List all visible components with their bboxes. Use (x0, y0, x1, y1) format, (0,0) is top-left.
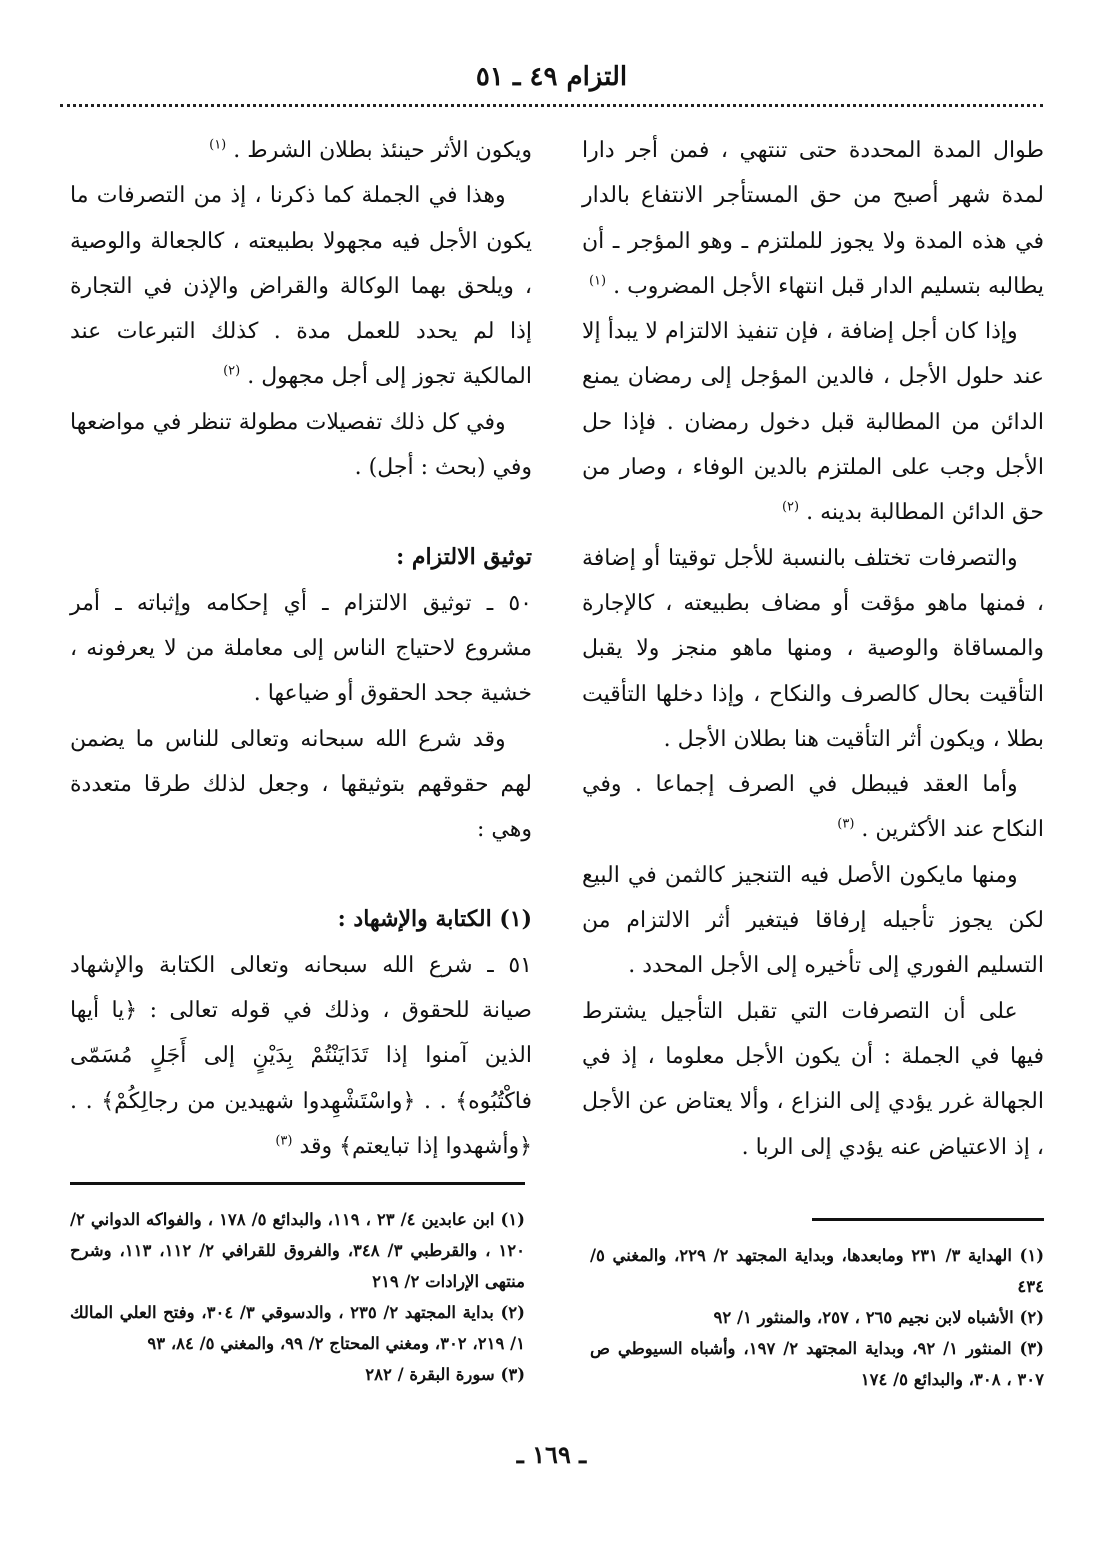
subsection-heading: (١) الكتابة والإشهاد : (337, 906, 532, 933)
paragraph: ومنها مايكون الأصل فيه التنجيز كالثمن في البيع لكن يجوز تأجيله إرفاقا فيتغير أثر الالتزام من التسليم الفوري إلى تأخيره إلى الأجل المحدد . (582, 862, 1044, 979)
paragraph: على أن التصرفات التي تقبل التأجيل يشترط فيها في الجملة : أن يكون الأجل معلوما ، إذ في الجهالة غرر يؤدي إلى النزاع ، وألا يعتاض عن الأجل ، إذ الاعتياض عنه يؤدي إلى الربا . (582, 998, 1044, 1160)
paragraph: والتصرفات تختلف بالنسبة للأجل توقيتا أو إضافة ، فمنها ماهو مؤقت أو مضاف بطبيعته ، كالإجارة والمساقاة والوصية ، ومنها ماهو منجز ولا يقبل التأقيت بحال كالصرف والنكاح ، وإذا دخلها التأقيت بطلا ، ويكون أثر التأقيت هنا بطلان الأجل . (582, 545, 1044, 752)
paragraph: ويكون الأثر حينئذ بطلان الشرط . $^{(١)}$ (209, 137, 532, 163)
footnote-rule-right (812, 1218, 1044, 1221)
paragraph: وإذا كان أجل إضافة ، فإن تنفيذ الالتزام لا يبدأ إلا عند حلول الأجل ، فالدين المؤجل إلى رمضان يمنع الدائن من المطالبة قبل دخول رمضان . فإذا حل الأجل وجب على الملتزم بالدين الوفاء ، وصار من حق الدائن المطالبة بدينه . $^{(٢)}$ (582, 319, 1044, 526)
paragraph: ٥٠ ـ توثيق الالتزام ـ أي إحكامه وإثباته ـ أمر مشروع لاحتياج الناس إلى معاملة من لا يعرفونه ، خشية جحد الحقوق أو ضياعها . (70, 590, 532, 707)
footnote-mark: (١) (209, 137, 227, 153)
paragraph: ٥١ ـ شرع الله سبحانه وتعالى الكتابة والإشهاد صيانة للحقوق ، وذلك في قوله تعالى : ﴿يا أيها الذين آمنوا إذا تَدَايَنْتُمْ بِدَيْنٍ إلى أَجَلٍ مُسَمّى فاكْتُبُوه﴾ . . ﴿واسْتَشْهِدوا شهيدين من رجالِكُمْ﴾ . . ﴿وأشهدوا إذا تبايعتم﴾ وقد $^{(٣)}$ (70, 952, 532, 1159)
footnote: (٢) الأشباه لابن نجيم ٢٦٥ ، ٢٥٧، والمنثور ١/ ٩٢ (713, 1308, 1044, 1327)
footnote: (٣) سورة البقرة / ٢٨٢ (365, 1365, 525, 1384)
paragraph: وقد شرع الله سبحانه وتعالى للناس ما يضمن لهم حقوقهم بتوثيقها ، وجعل لذلك طرقا متعددة وهي : (70, 726, 532, 843)
footnote: (١) الهداية ٣/ ٢٣١ ومابعدها، وبداية المجتهد ٢/ ٢٢٩، والمغني ٥/ ٤٣٤ (590, 1246, 1045, 1296)
right-column (582, 128, 1044, 1170)
running-header (60, 62, 1043, 92)
paragraph: وفي كل ذلك تفصيلات مطولة تنظر في مواضعها وفي (بحث : أجل) . (70, 409, 532, 481)
right-footnotes (590, 1240, 1044, 1395)
header-dotted-rule (60, 104, 1043, 107)
footnote: (١) ابن عابدين ٤/ ٢٣ ، ١١٩، والبدائع ٥/ ١٧٨ ، والفواكه الدواني ٢/ ١٢٠ ، والقرطبي ٣/ ٣٤٨، والفروق للقرافي ٢/ ١١٢، ١١٣، وشرح منتهى الإرادات ٢/ ٢١٩ (70, 1210, 525, 1291)
footnote: (٣) المنثور ١/ ٩٢، وبداية المجتهد ٢/ ١٩٧، وأشباه السيوطي ص ٣٠٧ ، ٣٠٨، والبدائع ٥/ ١٧٤ (590, 1339, 1044, 1389)
footnote: (٢) بداية المجتهد ٢/ ٢٣٥ ، والدسوقي ٣/ ٣٠٤، وفتح العلي المالك ١/ ٢١٩، ٣٠٢، ومغني المحتاج ٢/ ٩٩، والمغني ٥/ ٨٤، ٩٣ (70, 1303, 525, 1353)
footnote-mark: (٢) (223, 364, 241, 380)
paragraph: طوال المدة المحددة حتى تنتهي ، فمن أجر دارا لمدة شهر أصبح من حق المستأجر الانتفاع بالدار في هذه المدة ولا يجوز للملتزم ـ وهو المؤجر ـ أن يطالبه بتسليم الدار قبل انتهاء الأجل المضروب . $^{(١)}$ (582, 138, 1044, 299)
paragraph: وهذا في الجملة كما ذكرنا ، إذ من التصرفات ما يكون الأجل فيه مجهولا بطبيعته ، كالجعالة والوصية ، ويلحق بهما الوكالة والقراض والإذن في التجارة إذا لم يحدد للعمل مدة . كذلك التبرعات عند المالكية تجوز إلى أجل مجهول . $^{(٢)}$ (70, 183, 532, 390)
footnote-mark: (٢) (781, 500, 800, 516)
header-title: التزام ٤٩ ـ ٥١ (475, 62, 628, 92)
footnote-mark: (٣) (275, 1133, 293, 1149)
left-footnotes (70, 1204, 525, 1390)
page-number: ـ ١٦٩ ـ (516, 1440, 587, 1469)
footnote-mark: (٣) (837, 817, 855, 833)
footnote-rule-left (70, 1182, 525, 1185)
paragraph: وأما العقد فيبطل في الصرف إجماعا . وفي النكاح عند الأكثرين . $^{(٣)}$ (582, 772, 1044, 843)
footnote-mark: (١) (588, 273, 607, 289)
left-column (70, 128, 532, 1169)
section-heading: توثيق الالتزام : (396, 544, 532, 571)
